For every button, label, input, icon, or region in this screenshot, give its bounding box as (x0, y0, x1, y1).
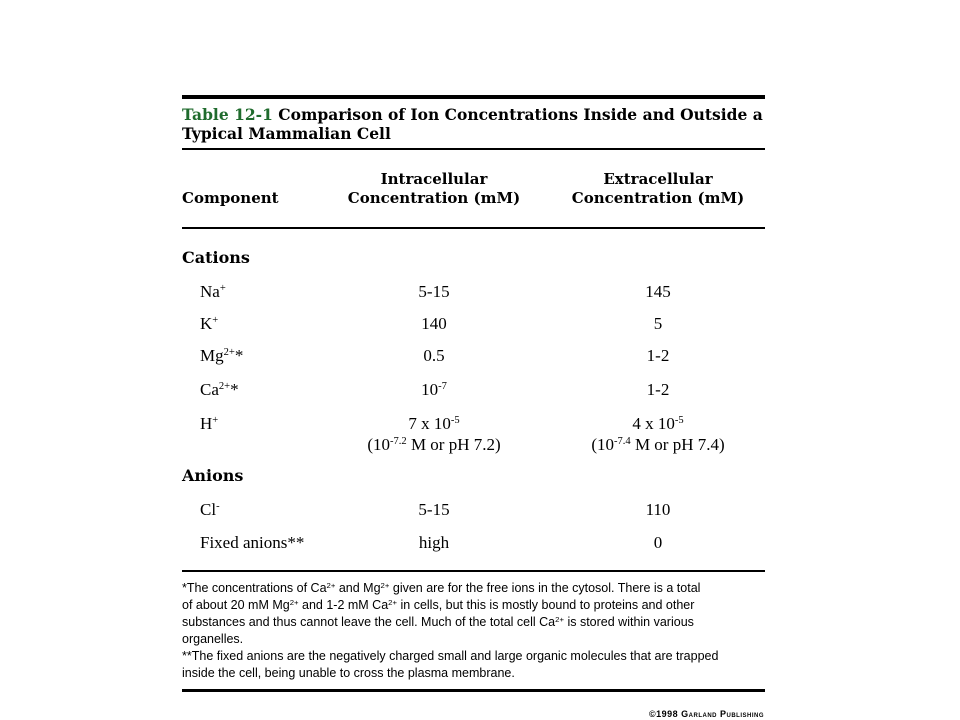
header-intracellular (334, 170, 534, 208)
row-cl-sup: - (216, 501, 220, 513)
title-rule (182, 148, 765, 150)
row-fixed-extra: 0 (653, 533, 663, 552)
row-h-intra-alt-rest: M or pH 7.2) (406, 435, 501, 454)
row-cl-label (200, 500, 220, 520)
header-intracellular-line-2: Concentration (mM) (347, 189, 521, 207)
footnote-line-4: organelles. (182, 632, 244, 646)
row-na-sup: + (219, 283, 226, 295)
fn2-b: and 1-2 mM Ca (298, 598, 389, 612)
table-title-text: Comparison of Ion Concentrations Inside and Outside a (278, 105, 763, 124)
footnotes (182, 580, 718, 682)
row-h-base: H (200, 414, 213, 433)
row-ca-intra-base: 10 (421, 380, 439, 399)
footnote-line-5: **The fixed anions are the negatively charged small and large organic molecules that are trapped (182, 649, 719, 663)
row-ca-intra (334, 380, 534, 400)
section-anions: Anions (182, 466, 244, 485)
row-ca-sup: 2+ (218, 381, 231, 393)
row-ca-base: Ca (200, 380, 219, 399)
row-mg-label (200, 346, 243, 366)
row-ca-label (200, 380, 239, 400)
fn3-sup: 2+ (555, 614, 564, 624)
fn2-c: in cells, but this is mostly bound to proteins and other (397, 598, 695, 612)
copyright: ©1998 Garland Publishing (649, 709, 764, 719)
footnote-line-6: inside the cell, being unable to cross the plasma membrane. (182, 666, 515, 680)
row-h-extra-base: 4 x 10 (632, 414, 675, 433)
fn1-a: *The concentrations of Ca (182, 581, 327, 595)
row-k-extra: 5 (653, 314, 663, 333)
row-ca-intra-exp: -7 (438, 381, 447, 393)
row-h-intra-line-2 (334, 435, 534, 455)
header-component: Component (182, 189, 279, 207)
row-na-base: Na (200, 282, 220, 301)
row-na-label (200, 282, 226, 302)
row-h-extra-alt-open: (10 (591, 435, 615, 454)
row-h-intra-base: 7 x 10 (408, 414, 451, 433)
row-h-intra-exp: -5 (450, 415, 460, 427)
row-h-extra-line-1 (558, 414, 758, 434)
row-mg-sup: 2+ (223, 347, 235, 359)
fn1-sup1: 2+ (326, 580, 336, 590)
row-mg-intra: 0.5 (423, 346, 445, 365)
fn3-b: is stored within various (563, 615, 694, 629)
fn2-sup1: 2+ (289, 597, 299, 607)
row-ca-suffix: * (230, 380, 239, 399)
fn1-sup2: 2+ (380, 580, 390, 590)
row-cl-extra: 110 (645, 500, 671, 519)
fn1-c: given are for the free ions in the cytosol. There is a total (389, 581, 701, 595)
row-fixed-intra: high (418, 533, 450, 552)
fn2-sup2: 2+ (388, 597, 398, 607)
fn3-a: substances and thus cannot leave the cell. Much of the total cell Ca (182, 615, 556, 629)
row-mg-base: Mg (200, 346, 224, 365)
footnote-line-3 (182, 614, 718, 631)
row-ca-extra: 1-2 (646, 380, 670, 399)
row-cl-intra: 5-15 (418, 500, 450, 519)
row-h-extra-alt-exp: -7.4 (614, 436, 631, 448)
row-mg-suffix: * (234, 346, 244, 365)
header-extracellular-line-1: Extracellular (603, 170, 713, 188)
row-h-extra (558, 414, 758, 455)
row-h-intra-alt-exp: -7.2 (390, 436, 407, 448)
row-h-extra-exp: -5 (674, 415, 684, 427)
body-bottom-rule (182, 570, 765, 572)
section-cations: Cations (182, 248, 250, 267)
row-mg-extra: 1-2 (646, 346, 670, 365)
row-fixed-label: Fixed anions** (200, 533, 305, 552)
header-extracellular-line-2: Concentration (mM) (571, 189, 745, 207)
table-title-line-1 (182, 105, 763, 124)
row-h-extra-alt-rest: M or pH 7.4) (630, 435, 725, 454)
table-number: Table 12-1 (182, 105, 273, 124)
row-k-sup: + (212, 315, 219, 327)
footnote-bottom-rule (182, 689, 765, 692)
row-h-extra-line-2 (558, 435, 758, 455)
footnote-line-1 (182, 580, 718, 597)
header-rule (182, 227, 765, 229)
row-h-sup: + (212, 415, 219, 427)
fn2-a: of about 20 mM Mg (182, 598, 290, 612)
table-title (182, 105, 763, 143)
top-rule (182, 95, 765, 99)
fn1-b: and Mg (335, 581, 381, 595)
row-na-intra: 5-15 (418, 282, 450, 301)
row-cl-base: Cl (200, 500, 217, 519)
row-na-extra: 145 (645, 282, 671, 301)
row-k-base: K (200, 314, 213, 333)
table-title-line-2: Typical Mammalian Cell (182, 124, 391, 143)
row-h-intra-line-1 (334, 414, 534, 434)
row-h-intra-alt-open: (10 (367, 435, 391, 454)
row-h-label (200, 414, 218, 434)
row-k-intra: 140 (421, 314, 447, 333)
header-intracellular-line-1: Intracellular (380, 170, 488, 188)
header-extracellular (558, 170, 758, 208)
footnote-line-2 (182, 597, 718, 614)
row-h-intra (334, 414, 534, 455)
row-k-label (200, 314, 218, 334)
